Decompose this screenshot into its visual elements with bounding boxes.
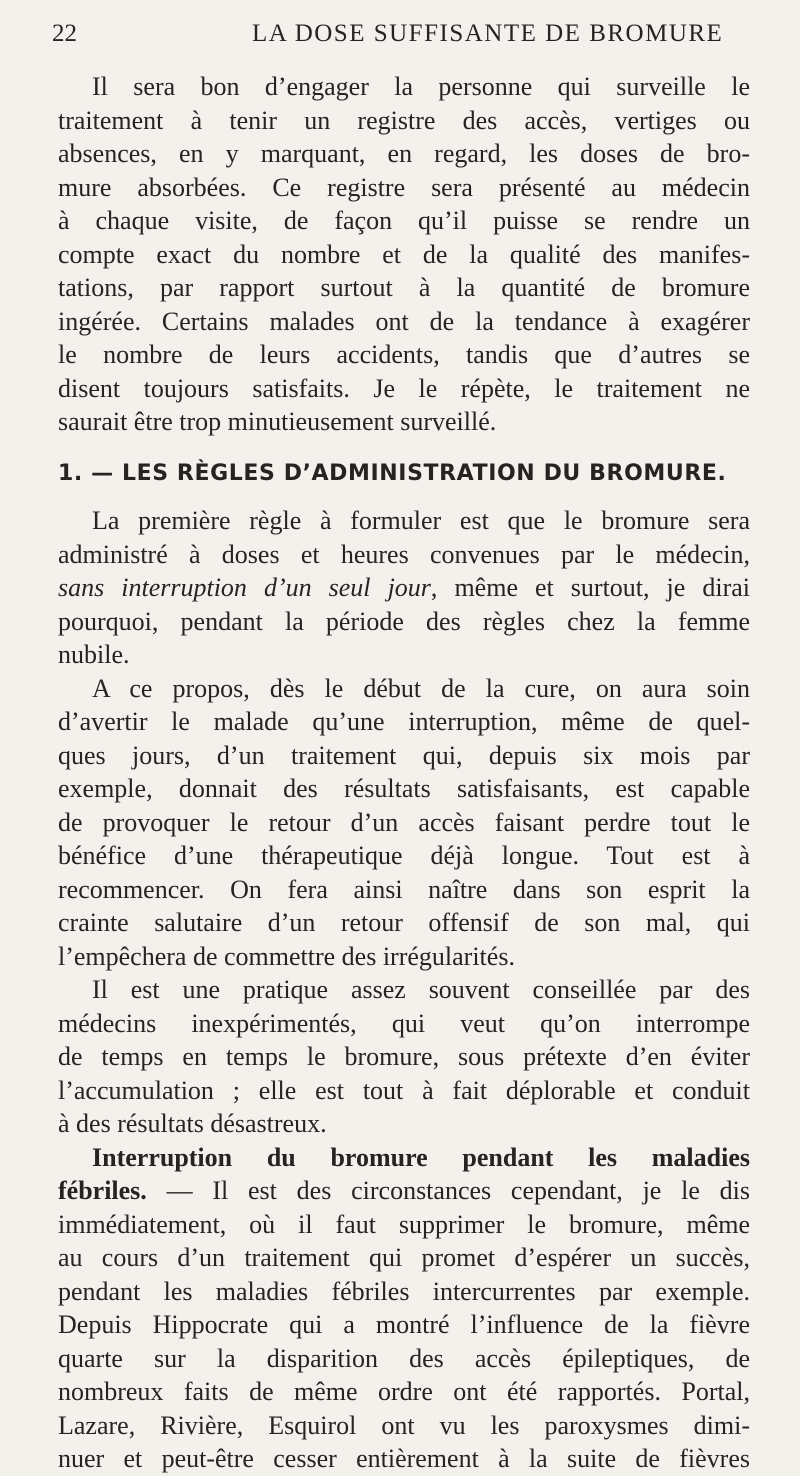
paragraph-1 (58, 70, 750, 439)
text-line: ingérée. Certains malades ont de la tendance à exagérer (58, 306, 750, 336)
text-line: disent toujours satisfaits. Je le répète, le traitement ne (58, 373, 750, 403)
text-line: exemple, donnait des résultats satisfaisants, est capable (58, 774, 750, 803)
text-line: pendant les maladies fébriles intercurrentes par exemple. (58, 1276, 750, 1306)
page-number: 22 (52, 20, 77, 47)
text-line: mure absorbées. Ce registre sera présenté au médecin (58, 172, 750, 202)
text-line: de provoquer le retour d’un accès faisant perdre tout le (58, 807, 750, 837)
text-line: Depuis Hippocrate qui a montré l’influence de la fièvre (58, 1310, 750, 1339)
text-line: l’accumulation ; elle est tout à fait déplorable et conduit (58, 1075, 750, 1105)
text-line: Lazare, Rivière, Esquirol ont vu les paroxysmes dimi- (58, 1410, 750, 1440)
running-title: LA DOSE SUFFISANTE DE BROMURE (252, 20, 724, 47)
text-line: immédiatement, où il faut supprimer le bromure, même (58, 1209, 750, 1239)
text-line: crainte salutaire d’un retour offensif de son mal, qui (58, 908, 750, 937)
text-line: La première règle à formuler est que le bromure sera (92, 506, 750, 535)
text-line: nuer et peut-être cesser entièrement à la suite de fièvres (58, 1444, 750, 1473)
paragraph-4 (58, 973, 750, 1141)
section-heading: 1. — LES RÈGLES D’ADMINISTRATION DU BROMURE. (58, 460, 727, 486)
text-line (58, 571, 750, 605)
italic-phrase: sans interruption d’un seul jour (58, 573, 431, 602)
text-fragment: , même et surtout, je dirai (430, 573, 750, 602)
text-line: saurait être trop minutieusement surveillé. (58, 407, 497, 436)
text-line: à des résultats désastreux. (58, 1109, 327, 1138)
text-line: quarte sur la disparition des accès épileptiques, de (58, 1343, 750, 1373)
text-line: tations, par rapport surtout à la quantité de bromure (58, 273, 750, 302)
text-line: pourquoi, pendant la période des règles chez la femme (58, 606, 750, 636)
text-line: au cours d’un traitement qui promet d’espérer un succès, (58, 1243, 750, 1272)
text-line: nubile. (58, 640, 130, 669)
page-header (0, 20, 800, 52)
text-line: nombreux faits de même ordre ont été rapportés. Portal, (58, 1377, 750, 1406)
text-line: recommencer. On fera ainsi naître dans son esprit la (58, 874, 750, 904)
paragraph-5 (58, 1141, 750, 1476)
text-fragment: — Il est des circonstances cependant, je le dis (146, 1176, 750, 1205)
text-line: Il sera bon d’engager la personne qui surveille le (92, 72, 750, 101)
bold-heading-line: Interruption du bromure pendant les maladies (92, 1142, 750, 1172)
text-line: administré à doses et heures convenues par le médecin, (58, 539, 750, 569)
page-body (58, 70, 750, 1476)
text-line: compte exact du nombre et de la qualité des manifes- (58, 239, 750, 269)
text-line: traitement à tenir un registre des accès, vertiges ou (58, 105, 750, 135)
text-line (58, 1174, 750, 1208)
paragraph-3 (58, 672, 750, 974)
text-line: de temps en temps le bromure, sous prétexte d’en éviter (58, 1042, 750, 1071)
text-line: l’empêchera de commettre des irrégularités. (58, 941, 515, 971)
text-line: ques jours, d’un traitement qui, depuis six mois par (58, 740, 750, 770)
bold-heading-end: fébriles. (58, 1176, 147, 1205)
text-line: absences, en y marquant, en regard, les doses de bro- (58, 139, 750, 168)
text-line: le nombre de leurs accidents, tandis que d’autres se (58, 340, 750, 369)
text-line: Il est une pratique assez souvent conseillée par des (92, 975, 750, 1004)
text-line: bénéfice d’une thérapeutique déjà longue. Tout est à (58, 841, 750, 870)
text-line: A ce propos, dès le début de la cure, on aura soin (92, 673, 750, 703)
paragraph-2 (58, 504, 750, 672)
text-line: à chaque visite, de façon qu’il puisse se rendre un (58, 206, 750, 235)
text-line: médecins inexpérimentés, qui veut qu’on interrompe (58, 1008, 750, 1038)
text-line: d’avertir le malade qu’une interruption, même de quel- (58, 707, 750, 736)
